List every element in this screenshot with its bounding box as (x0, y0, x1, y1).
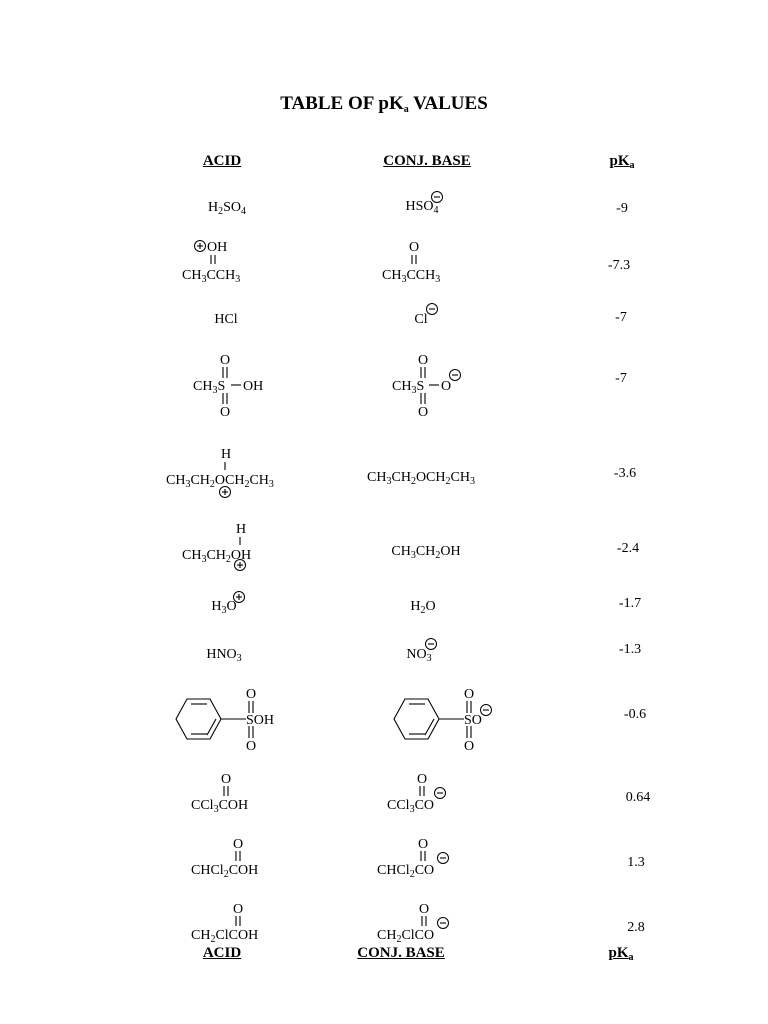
svg-text:CCl3CO: CCl$_3$CO (387, 798, 435, 815)
atom-label: O (221, 772, 232, 787)
pka-value: -1.3 (618, 642, 642, 657)
formula-ethanol: $CH_3CH_2OH$ (391, 544, 461, 561)
pka-value: -1.7 (618, 596, 642, 611)
svg-text:CH3S: $CH_3S$ (392, 379, 425, 396)
atom-label: H (236, 522, 247, 537)
svg-text:CHCl2COH: CHCl$_2$COH (191, 863, 259, 880)
structure-trichloroacetic-acid (185, 769, 275, 817)
pka-value: -9 (616, 201, 628, 216)
formula-hso4-minus: $HSO_4$ (405, 199, 439, 216)
negative-charge-icon (429, 189, 445, 205)
atom-label: O (409, 240, 420, 255)
structure-protonated-diethyl-ether (160, 442, 300, 502)
svg-text:CCl3COH: CCl$_3$COH (191, 798, 249, 815)
negative-charge-icon (423, 636, 439, 652)
pka-value: -7.3 (607, 258, 631, 273)
atom-label: O (419, 902, 430, 917)
structure-protonated-ethanol (175, 517, 275, 577)
atom-label: O (418, 353, 429, 368)
structure-acetone (372, 235, 472, 285)
formula-h2so4: $H_2SO_4$ (207, 200, 247, 217)
header-acid: ACID (202, 153, 242, 169)
atom-label: O (441, 379, 452, 394)
atom-label: O (220, 405, 231, 420)
footer-header-pka: $pK_a$ (608, 945, 634, 963)
pka-value: 0.64 (625, 790, 651, 805)
svg-text:CH2ClCOH: $CH_2ClCOH$ (191, 928, 259, 945)
formula-diethyl-ether: $CH_3CH_2OCH_2CH_3$ (367, 470, 475, 487)
structure-benzenesulfonic-acid (172, 684, 292, 754)
atom-label: O (464, 739, 475, 754)
formula-hcl: HCl (214, 312, 238, 327)
svg-text:SO: SO (464, 713, 482, 728)
pka-value: 1.3 (627, 855, 645, 870)
atom-label: OH (207, 240, 228, 255)
atom-label: O (220, 353, 231, 368)
atom-label: SOH (246, 713, 275, 728)
pka-value: -7 (615, 371, 627, 386)
atom-label: O (418, 405, 429, 420)
formula-chloride: Cl (414, 312, 428, 327)
negative-charge-icon (424, 301, 440, 317)
atom-label: O (417, 772, 428, 787)
atom-label: O (418, 837, 429, 852)
svg-text:CHCl2CO: CHCl$_2$CO (377, 863, 435, 880)
structure-trichloroacetate (382, 769, 472, 817)
structure-chloroacetic-acid (185, 899, 285, 947)
header-pka: $pK_a$ (609, 153, 635, 171)
formula-nitrate: $NO_3$ (406, 647, 432, 664)
structure-methanesulfonic-acid (190, 350, 280, 420)
pka-value: -2.4 (616, 541, 640, 556)
page-title: TABLE OF pKa VALUES (280, 93, 488, 115)
positive-charge-icon (231, 589, 247, 605)
pka-value: 2.8 (627, 920, 645, 935)
structure-methanesulfonate (390, 350, 480, 420)
svg-text:CH3CH2OH: $CH_3CH_2OH$ (182, 548, 252, 565)
atom-label: O (233, 902, 244, 917)
formula-water: $H_2O$ (410, 599, 436, 616)
atom-label: O (464, 687, 475, 702)
svg-text:CH3CCH3: $CH_3CCH_3$ (382, 268, 441, 285)
atom-label: O (246, 687, 257, 702)
svg-text:CH3CCH3: $CH_3CCH_3$ (182, 268, 241, 285)
footer-header-acid: ACID (202, 945, 242, 961)
structure-benzenesulfonate (390, 684, 510, 754)
formula-hydronium: $H_3O$ (211, 599, 237, 616)
atom-label: OH (243, 379, 264, 394)
structure-dichloroacetate (372, 834, 472, 882)
structure-chloroacetate (372, 899, 472, 947)
atom-label: H (221, 447, 232, 462)
header-conj-base: CONJ. BASE (383, 153, 471, 169)
pka-value: -7 (615, 310, 627, 325)
atom-label: O (233, 837, 244, 852)
footer-header-conj-base: CONJ. BASE (357, 945, 445, 961)
svg-text:CH3CH2OCH2CH3: $CH_3CH_2OCH_2CH_3$ (166, 473, 274, 490)
formula-nitric-acid: $HNO_3$ (206, 647, 242, 664)
pka-value: -0.6 (623, 707, 647, 722)
structure-dichloroacetic-acid (185, 834, 285, 882)
svg-text:CH2ClCO: $CH_2ClCO$ (377, 928, 435, 945)
svg-text:CH3S: $CH_3S$ (193, 379, 226, 396)
atom-label: O (246, 739, 257, 754)
pka-value: -3.6 (613, 466, 637, 481)
structure-protonated-acetone (170, 235, 270, 285)
